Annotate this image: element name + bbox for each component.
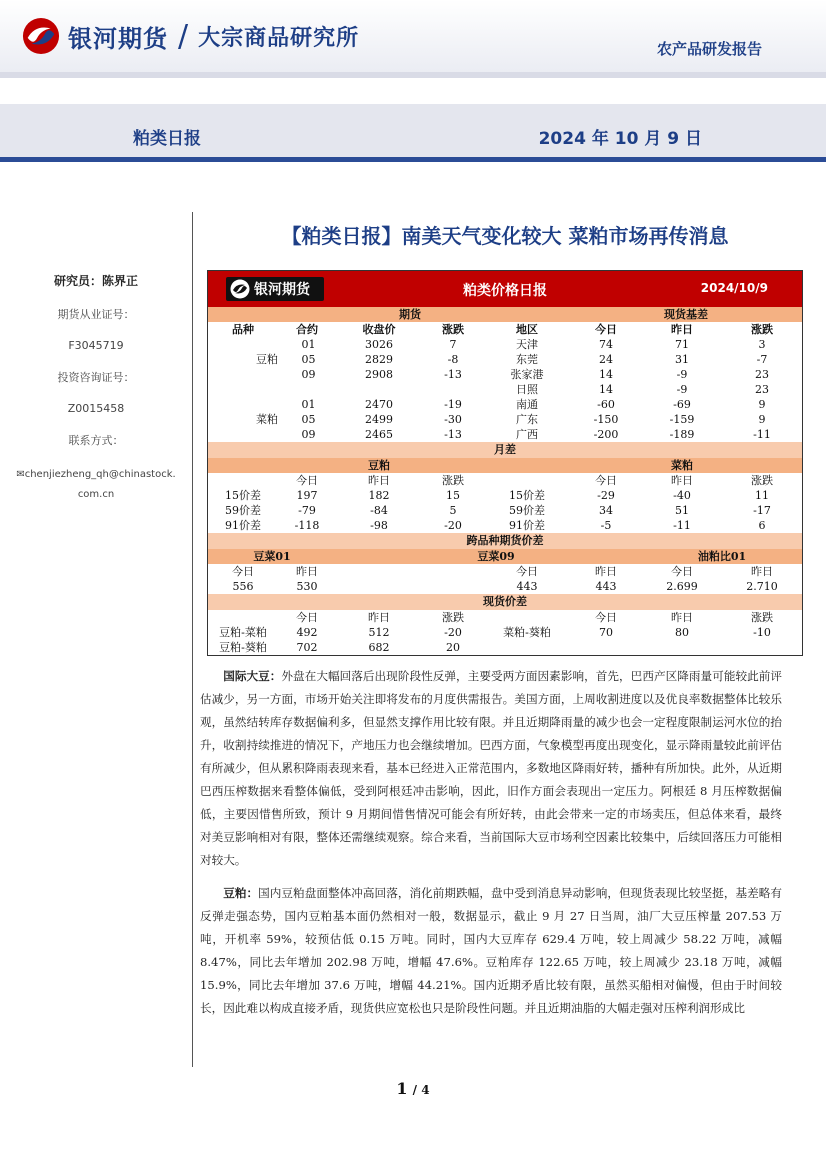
table-cell: -11 [753, 428, 771, 441]
row-label [484, 640, 570, 655]
table-cell: 2829 [365, 353, 393, 366]
table-cell: 张家港 [510, 368, 544, 381]
table-cell: -118 [294, 519, 320, 532]
table-cell: -11 [673, 519, 691, 532]
banner-stripe [0, 72, 826, 78]
table-cell: 广西 [516, 428, 538, 441]
row-label: 豆粕-葵粕 [219, 641, 267, 654]
row-label: 豆粕 [256, 353, 278, 366]
table-cell [208, 473, 278, 488]
row-label: 59价差 [509, 504, 545, 517]
table-cell: 7 [449, 338, 457, 351]
table-cell: 15 [446, 489, 460, 502]
table-cell: -84 [370, 504, 388, 517]
page-title: 【粕类日报】南美天气变化较大 菜粕市场再传消息 [281, 224, 729, 248]
column-header: 涨跌 [442, 323, 464, 336]
table-cell: 197 [296, 489, 318, 502]
table-cell: 702 [296, 641, 318, 654]
table-cell: -20 [444, 519, 462, 532]
report-name: 粕类日报 [133, 129, 201, 149]
month-spread-headers [208, 473, 802, 488]
paragraph-intl-soybean [200, 665, 782, 872]
table-title: 粕类价格日报 [463, 283, 547, 299]
soymeal-label: 豆粕 [336, 458, 422, 473]
table-cell: 492 [296, 626, 318, 639]
paragraph-lead: 豆粕： [223, 886, 259, 900]
table-cell: -69 [673, 398, 691, 411]
table-cell: 31 [675, 353, 689, 366]
row-label [208, 427, 278, 442]
paragraph-text: 国内豆粕盘面整体冲高回落，消化前期跌幅，盘中受到消息异动影响，但现货表现比较坚挺，基差略有反弹走强态势，国内豆粕基本面仍然相对一般，数据显示，截止 9 月 27 日当周，油厂大豆压榨量 207.53 万吨，开机率 59%，较预估低 0.15 万吨。同时，国内大豆库存 629.4 万吨，较上周减少 58.22 万吨，减幅 8.47%，同比去年增加 202.98 万吨，增幅 47.6%。豆粕库存 122.65 万吨，较上周减少 23.18 万吨，减幅 15.9%，同比去年增加 37.6 万吨，增幅 44.21%。国内近期矛盾比较有限，虽然买船相对偏慢，但由于时间较长，因此难以构成直接矛盾，现货供应宽松也只是阶段性问题。并且近期油脂的大幅走强对压榨利润形成比 [200, 886, 782, 1015]
table-cell: -60 [597, 398, 615, 411]
cross-spread-cols: 今日 昨日 今日 昨日 今日 昨日 [232, 565, 773, 578]
cross-head-2: 豆菜09 [422, 549, 570, 564]
table-cell: 2465 [365, 428, 393, 441]
table-cell [336, 382, 422, 397]
column-header: 昨日 [671, 323, 693, 336]
table-cell: 日照 [516, 383, 538, 396]
row-label: 15价差 [509, 489, 545, 502]
table-cell: 天津 [516, 338, 538, 351]
table-cell: 5 [449, 504, 457, 517]
column-header: 地区 [516, 323, 538, 336]
sidebar-divider [192, 212, 193, 1067]
table-cell: 2908 [365, 368, 393, 381]
license-label: 期货从业证号： [57, 308, 135, 321]
table-cell [484, 473, 570, 488]
row-label: 豆粕-菜粕 [219, 626, 267, 639]
row-label: 91价差 [225, 519, 261, 532]
table-cell: 南通 [516, 398, 538, 411]
page-footer [0, 1079, 826, 1098]
table-cell: -13 [444, 368, 462, 381]
table-cell: -8 [447, 353, 459, 366]
table-cell: 2499 [365, 413, 393, 426]
month-spread-label: 月差 [208, 442, 802, 458]
consult-label: 投资咨询证号： [57, 371, 135, 384]
table-cell: -20 [444, 626, 462, 639]
table-cell: -7 [756, 353, 768, 366]
row-label: 59价差 [225, 504, 261, 517]
row-label: 菜粕 [256, 413, 278, 426]
table-cell: -40 [673, 489, 691, 502]
paragraph-soymeal [200, 882, 782, 1020]
table-cell: 23 [755, 368, 769, 381]
table-cell: 11 [755, 489, 769, 502]
table-cell: -5 [600, 519, 612, 532]
table-cell: 71 [675, 338, 689, 351]
table-cell: -9 [676, 383, 688, 396]
table-cell: 6 [758, 519, 766, 532]
column-header: 今日 [595, 474, 617, 487]
table-cell: 9 [758, 398, 766, 411]
column-header: 品种 [232, 323, 254, 336]
table-cell: 广东 [516, 413, 538, 426]
cross-spread-label: 跨品种期货价差 [208, 533, 802, 549]
table-cell: 51 [675, 504, 689, 517]
table-cell: -98 [370, 519, 388, 532]
column-header: 涨跌 [751, 611, 773, 624]
email-text: chenjiezheng_qh@chinastock.com.cn [24, 469, 176, 500]
table-cell: -10 [753, 626, 771, 639]
cross-spread-subheader [208, 549, 802, 564]
table-cell: 70 [599, 626, 613, 639]
spot-basis-label: 现货基差 [570, 307, 802, 322]
table-cell: -29 [597, 489, 615, 502]
paragraph-text: 外盘在大幅回落后出现阶段性反弹，主要受两方面因素影响，首先，巴西产区降雨量可能较此前评估减少，另一方面，市场开始关注即将发布的月度供需报告。美国方面，上周收割进度以及优良率数据整体比较乐观，虽然结转库存数据偏利多，但显然支撑作用比较有限。并且近期降雨量的减少也会一定程度限制运河水位的抬升，收割持续推进的情况下，产地压力也会继续增加。巴西方面，气象模型再度出现变化，显示降雨量较此前评估有所减少，但从累积降雨表现来看，基本已经进入正常范围内，多数地区降雨好转，播种有所加快。此外，从近期巴西压榨数据来看整体偏低，受到阿根廷冲击影响，因此，旧作方面会表现出一定压力。阿根廷 8 月压榨数据偏低，主要因惜售所致，预计 9 月期间惜售情况可能会有所好转，由此会带来一定的市场卖压，但总体来看，最终对美豆影响相对有限，整体还需继续观察。综合来看，当前国际大豆市场利空因素比较集中，后续回落压力可能相对较大。 [200, 669, 782, 867]
report-date: 2024 年 10 月 9 日 [538, 129, 702, 149]
table-cell: -200 [593, 428, 619, 441]
table-cell: 682 [368, 641, 390, 654]
column-header: 今日 [595, 323, 617, 336]
table-cell: 23 [755, 383, 769, 396]
header-rule [0, 157, 826, 162]
table-cell: -13 [444, 428, 462, 441]
table-cell: 182 [368, 489, 390, 502]
researcher-name: 研究员：陈界正 [53, 274, 138, 288]
table-cell: 14 [599, 368, 613, 381]
report-type: 农产品研发报告 [656, 40, 762, 58]
table-cell [642, 640, 722, 655]
cross-spread-values: 556 530 443 443 2.699 2.710 [232, 580, 778, 593]
row-label [208, 382, 278, 397]
column-header: 合约 [296, 323, 318, 336]
table-cell: 24 [599, 353, 613, 366]
report-header-band [0, 104, 826, 162]
table-date: 2024/10/9 [700, 281, 768, 295]
column-header: 收盘价 [362, 323, 396, 336]
row-label: 91价差 [509, 519, 545, 532]
price-table-header [208, 271, 802, 307]
column-header: 今日 [595, 611, 617, 624]
column-header: 今日 [296, 611, 318, 624]
table-cell: -79 [298, 504, 316, 517]
spot-spread-headers [208, 610, 802, 625]
galaxy-logo-icon [22, 17, 60, 55]
table-cell: -30 [444, 413, 462, 426]
table-cell: 512 [368, 626, 390, 639]
column-header: 昨日 [671, 611, 693, 624]
price-table [207, 270, 803, 656]
column-header: 涨跌 [751, 323, 773, 336]
table-cell: 3 [758, 338, 766, 351]
table-cell [278, 382, 336, 397]
table-cell: 01 [301, 398, 316, 411]
table-cell: 9 [758, 413, 766, 426]
column-header: 涨跌 [442, 474, 464, 487]
table-cell [422, 382, 484, 397]
spot-spread-label: 现货价差 [208, 594, 802, 610]
column-header: 昨日 [671, 474, 693, 487]
company-logo [22, 16, 359, 56]
column-header: 昨日 [368, 474, 390, 487]
table-cell [722, 640, 802, 655]
table-logo-text: 银河期货 [254, 282, 310, 298]
table-cell: 2470 [365, 398, 393, 411]
table-cell: 34 [599, 504, 613, 517]
paragraph-lead: 国际大豆： [223, 669, 282, 683]
table-cell: -150 [593, 413, 619, 426]
row-label [208, 337, 278, 352]
futures-label: 期货 [336, 307, 484, 322]
table-cell: 东莞 [516, 353, 538, 366]
table-cell: 3026 [365, 338, 393, 351]
month-spread-subheader [208, 458, 802, 473]
table-cell: 20 [446, 641, 460, 654]
column-header: 涨跌 [442, 611, 464, 624]
consult-number: Z0015458 [67, 402, 125, 415]
logo-divider: / [178, 18, 189, 54]
table-cell [208, 610, 278, 625]
table-cell: 05 [301, 353, 316, 366]
table-cell: 05 [301, 413, 316, 426]
page-number: 1 [396, 1079, 408, 1098]
table-cell: 01 [301, 338, 316, 351]
table-cell [570, 640, 642, 655]
table-cell: -17 [753, 504, 771, 517]
column-header: 今日 [296, 474, 318, 487]
envelope-icon: ✉ [16, 469, 25, 480]
author-sidebar [0, 272, 192, 505]
futures-rows [208, 337, 802, 442]
table-cell: 80 [675, 626, 689, 639]
column-header: 昨日 [368, 611, 390, 624]
table-cell: 09 [301, 428, 316, 441]
table-cell: 74 [599, 338, 613, 351]
row-label: 15价差 [225, 489, 261, 502]
row-label: 菜粕-葵粕 [503, 626, 551, 639]
contact-label: 联系方式： [68, 434, 124, 447]
table-cell: 09 [301, 368, 316, 381]
report-body [200, 665, 782, 1030]
table-cell: -19 [444, 398, 462, 411]
institute-name: 大宗商品研究所 [198, 25, 360, 51]
license-number: F3045719 [68, 339, 124, 352]
table-cell: 14 [599, 383, 613, 396]
futures-section [208, 307, 802, 322]
contact-email[interactable] [0, 465, 192, 505]
table-cell [484, 610, 570, 625]
cross-head-3: 油粕比01 [642, 549, 802, 564]
rapemeal-label: 菜粕 [642, 458, 722, 473]
table-cell: -9 [676, 368, 688, 381]
table-cell: -159 [669, 413, 695, 426]
logo-text: 银河期货 [68, 24, 168, 53]
row-label [208, 367, 278, 382]
futures-column-headers [208, 322, 802, 337]
page-total: / 4 [412, 1083, 430, 1097]
spot-spread-rows [208, 625, 802, 655]
row-label [208, 397, 278, 412]
column-header: 涨跌 [751, 474, 773, 487]
table-cell: -189 [669, 428, 695, 441]
cross-head-1: 豆菜01 [208, 549, 336, 564]
month-spread-rows [208, 488, 802, 533]
